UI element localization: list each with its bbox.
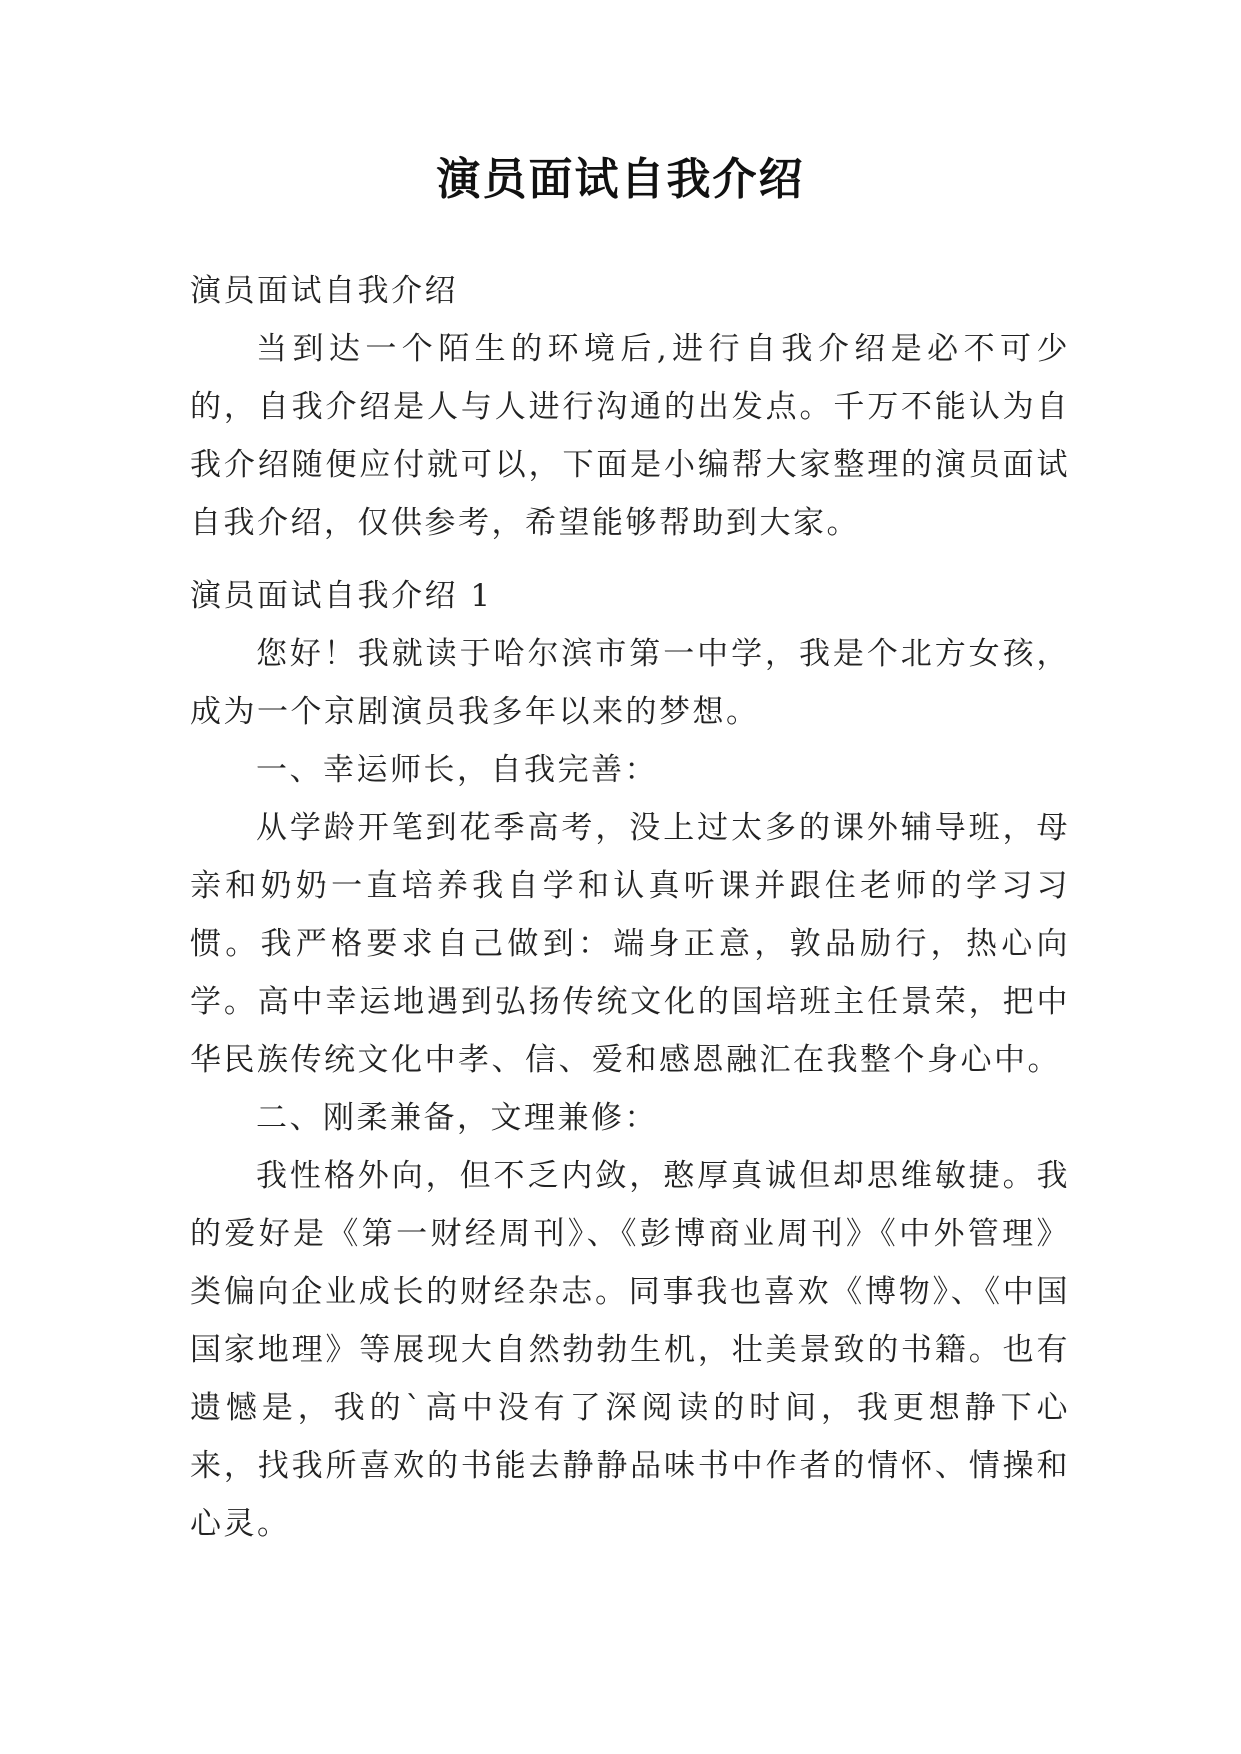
- intro-paragraph: 当到达一个陌生的环境后,进行自我介绍是必不可少的，自我介绍是人与人进行沟通的出发点。千万不能认为自我介绍随便应付就可以，下面是小编帮大家整理的演员面试自我介绍，仅供参考，希望能够帮助到大家。: [190, 331, 1070, 541]
- section-1-paragraph-1: 您好！我就读于哈尔滨市第一中学，我是个北方女孩，成为一个京剧演员我多年以来的梦想。: [190, 636, 1070, 730]
- intro-heading: 演员面试自我介绍: [190, 273, 458, 309]
- document-title: 演员面试自我介绍: [436, 154, 805, 205]
- section-1-subheading-1: 一、幸运师长，自我完善：: [256, 752, 658, 788]
- section-1-heading: 演员面试自我介绍 1: [190, 578, 493, 614]
- section-1-subheading-2: 二、刚柔兼备，文理兼修：: [256, 1100, 658, 1136]
- intro-section: [190, 262, 1070, 552]
- section-1-paragraph-3: 我性格外向，但不乏内敛，憨厚真诚但却思维敏捷。我的爱好是《第一财经周刊》、《彭博商业周刊》《中外管理》类偏向企业成长的财经杂志。同事我也喜欢《博物》、《中国国家地理》等展现大自然勃勃生机，壮美景致的书籍。也有遗憾是，我的`高中没有了深阅读的时间，我更想静下心来，找我所喜欢的书能去静静品味书中作者的情怀、情操和心灵。: [190, 1158, 1070, 1542]
- section-1-paragraph-2: 从学龄开笔到花季高考，没上过太多的课外辅导班，母亲和奶奶一直培养我自学和认真听课并跟住老师的学习习惯。我严格要求自己做到：端身正意，敦品励行，热心向学。高中幸运地遇到弘扬传统文化的国培班主任景荣，把中华民族传统文化中孝、信、爱和感恩融汇在我整个身心中。: [190, 810, 1070, 1078]
- section-1: [190, 567, 1070, 1553]
